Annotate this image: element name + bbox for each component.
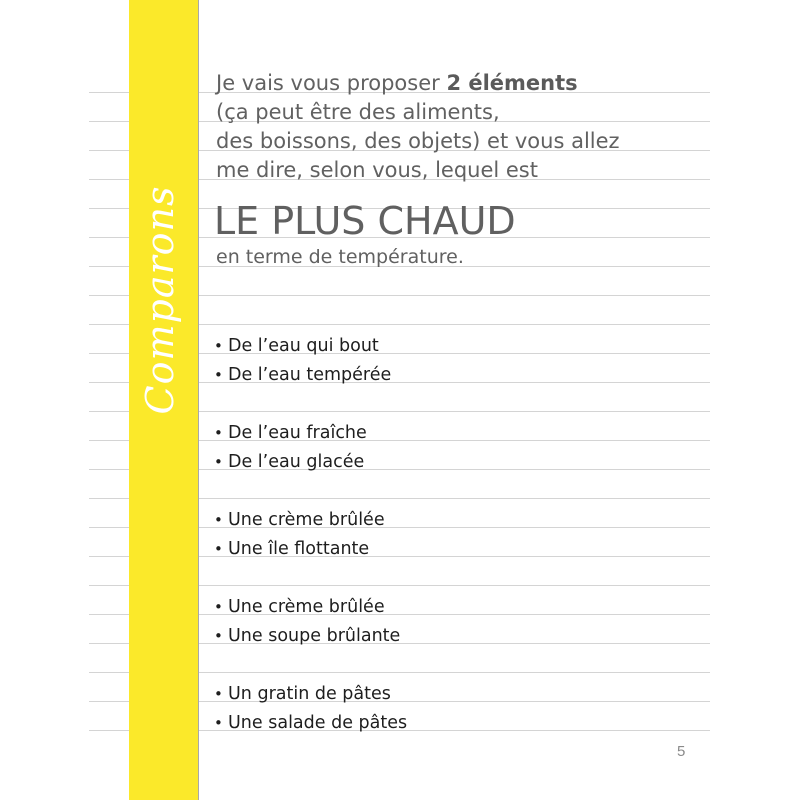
list-item: [214, 425, 367, 443]
list-item: [214, 512, 385, 530]
intro-line-1-text: Je vais vous proposer: [216, 71, 447, 95]
list-item-label: Une salade de pâtes: [228, 713, 408, 733]
page-title: LE PLUS CHAUD: [214, 199, 516, 243]
intro-line-2: (ça peut être des aliments,: [216, 100, 500, 124]
list-item: [214, 367, 391, 385]
list-item-label: De l’eau glacée: [228, 452, 365, 472]
bullet-icon: •: [214, 511, 223, 529]
margin-line: [198, 0, 199, 800]
list-item: [214, 541, 369, 559]
list-item: [214, 454, 364, 472]
bullet-icon: •: [214, 598, 223, 616]
sidebar-label: Comparons: [138, 185, 182, 415]
list-item-label: Une crème brûlée: [228, 597, 385, 617]
bullet-icon: •: [214, 337, 223, 355]
bullet-icon: •: [214, 685, 223, 703]
bullet-icon: •: [214, 453, 223, 471]
page-number: 5: [677, 743, 686, 760]
list-item-label: De l’eau qui bout: [228, 336, 379, 356]
list-item: [214, 338, 379, 356]
intro-line-3: des boissons, des objets) et vous allez: [216, 129, 620, 153]
bullet-icon: •: [214, 627, 223, 645]
bullet-icon: •: [214, 366, 223, 384]
list-item-label: Une soupe brûlante: [228, 626, 401, 646]
bullet-icon: •: [214, 424, 223, 442]
page-subtitle: en terme de température.: [216, 246, 464, 268]
intro-line-4: me dire, selon vous, lequel est: [216, 158, 538, 182]
list-item: [214, 715, 407, 733]
list-item-label: Un gratin de pâtes: [228, 684, 391, 704]
intro-emphasis: 2 éléments: [446, 71, 578, 95]
list-item-label: De l’eau tempérée: [228, 365, 392, 385]
list-item-label: Une île flottante: [228, 539, 370, 559]
list-item: [214, 686, 391, 704]
list-item: [214, 628, 400, 646]
list-item: [214, 599, 385, 617]
bullet-icon: •: [214, 714, 223, 732]
list-item-label: Une crème brûlée: [228, 510, 385, 530]
list-item-label: De l’eau fraîche: [228, 423, 367, 443]
intro-line-1: [216, 73, 578, 94]
bullet-icon: •: [214, 540, 223, 558]
